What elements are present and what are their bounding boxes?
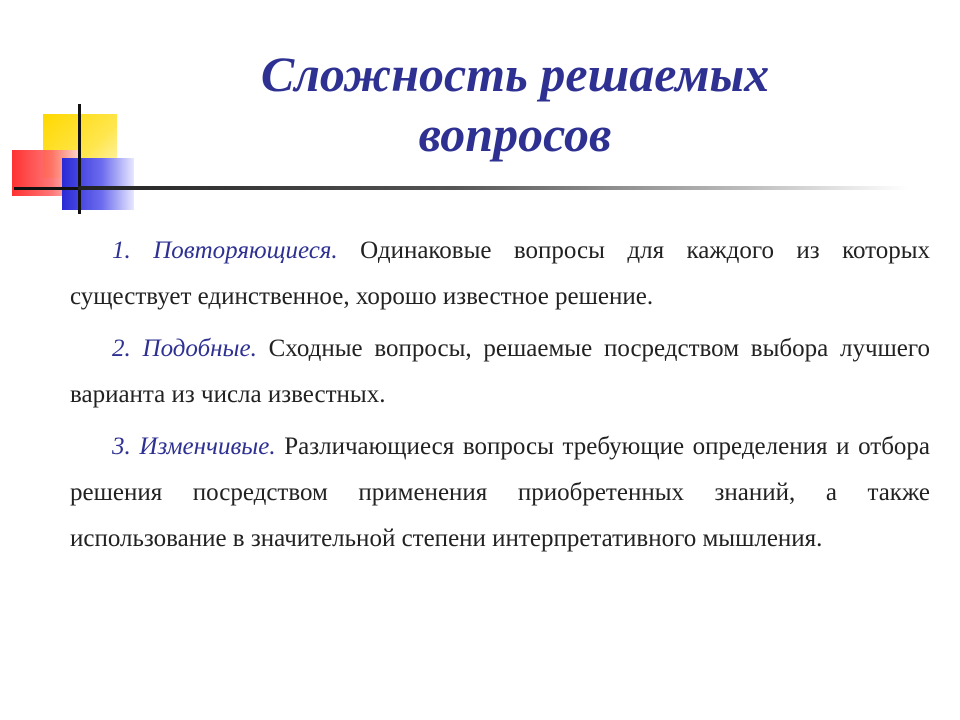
- item-term: Изменчивые.: [139, 433, 276, 460]
- item-text: Сходные вопросы, решаемые посредством выбора лучшего варианта из числа известных.: [70, 335, 931, 408]
- item-number: 2.: [112, 335, 131, 362]
- slide-title-line-2: вопросов: [418, 106, 612, 162]
- title-divider-line: [78, 186, 908, 190]
- list-item: [70, 228, 930, 320]
- item-number: 1.: [112, 237, 131, 264]
- vertical-line-shape: [78, 104, 81, 214]
- item-number: 3.: [112, 433, 131, 460]
- slide-content: [70, 228, 930, 568]
- blue-square-shape: [62, 158, 134, 210]
- slide-title-line-1: Сложность решаемых: [260, 46, 770, 102]
- list-item: [70, 424, 930, 562]
- item-term: Повторяющиеся.: [153, 237, 338, 264]
- list-item: [70, 326, 930, 418]
- item-term: Подобные.: [142, 335, 257, 362]
- item-text: Одинаковые вопросы для каждого из которых существует единственное, хорошо известное решение.: [70, 237, 931, 310]
- slide-title: [170, 44, 860, 164]
- item-text: Различающиеся вопросы требующие определения и отбора решения посредством применения приобретенных знаний, а также использование в значительной степени интерпретативного мышления.: [70, 433, 931, 552]
